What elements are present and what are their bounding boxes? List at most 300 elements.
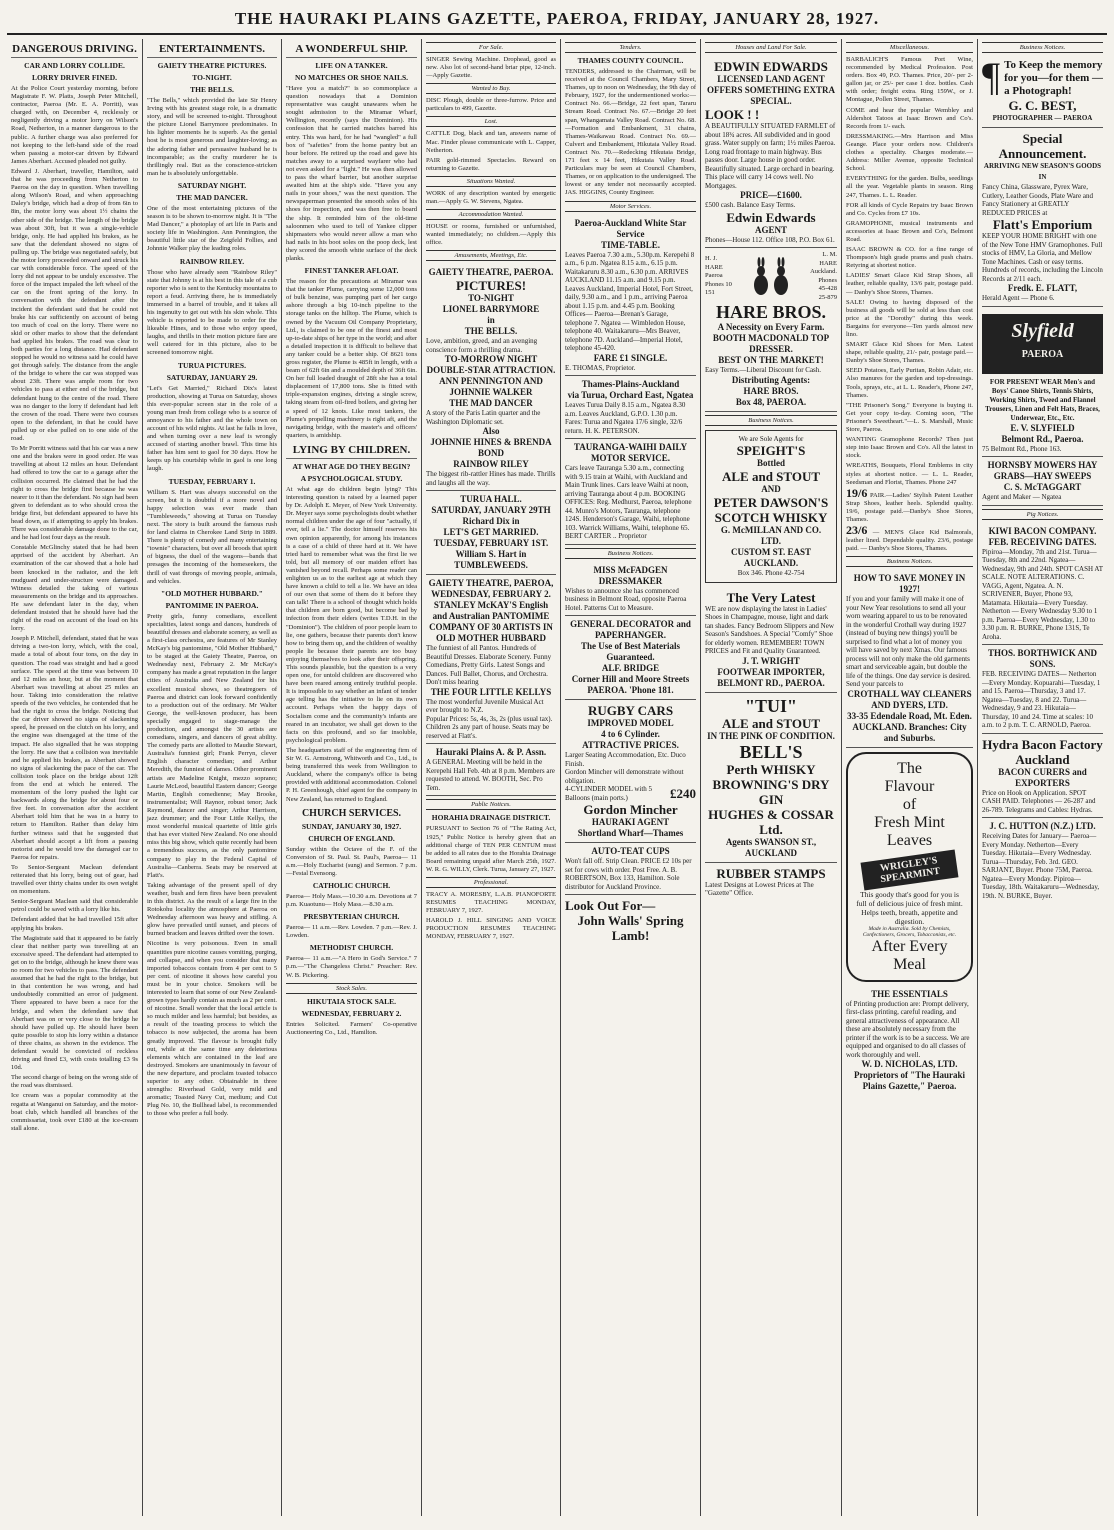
section-label: For Sale.: [426, 42, 556, 53]
ap-association-ad: [426, 744, 556, 796]
ad-text: IN THE PINK OF CONDITION.: [707, 730, 835, 741]
photographer-ad: [982, 56, 1103, 128]
pantomime-ad: [426, 575, 556, 744]
ad-text: 4 to 6 Cylinder.: [601, 729, 660, 739]
section-label: Lost.: [426, 116, 556, 127]
section-label: Miscellaneous.: [846, 42, 973, 53]
ad-headline: LOOK ! !: [705, 107, 760, 122]
section-label: Amusements, Meetings, Etc.: [426, 250, 556, 261]
section-label: Accommodation Wanted.: [426, 209, 556, 220]
ad-title: MISS McFADGEN DRESSMAKER: [593, 564, 668, 586]
ad-title: Fredk. E. FLATT,: [1007, 283, 1078, 293]
ad-headline: Flavour: [884, 777, 935, 795]
column-7: [842, 39, 978, 1516]
column-4: [422, 39, 561, 1516]
ad-text: Larger Seating Accommodation, Etc. Duco Finish.: [565, 751, 686, 768]
ad-text: 4-CYLINDER MODEL with 5 Balloons (main ports.): [565, 785, 653, 802]
ad-text: Fancy China, Glassware, Pyrex Ware, Cutlery, Leather Goods, Plate Ware and Fancy Stationery at GREATLY REDUCED PRICES at: [982, 183, 1094, 217]
section-label: Business Notices.: [846, 556, 973, 567]
hare-bros-ad: [705, 248, 837, 412]
ad-title: E. V. SLYFIELD: [1010, 422, 1075, 433]
ad-text: FOR PRESENT WEAR Men's and Boys' Canoe Shirts, Tennis Shirts, Working Shirts, Tweed and Flannel Trousers, Linen and Felt Hats, Braces, Underwear, Etc., Etc.: [985, 377, 1100, 422]
article-subhead: AT WHAT AGE DO THEY BEGIN?: [292, 461, 411, 471]
white-star-service-ad: [565, 215, 696, 377]
ad-headline: Look Out For—: [565, 898, 656, 913]
ad-text: The: [897, 759, 922, 777]
article-paragraph: The second charge of being on the wrong side of the road was dismissed.: [11, 1074, 138, 1090]
hydra-bacon-ad: [982, 734, 1103, 819]
flatts-emporium-ad: [982, 128, 1103, 307]
ad-text: STANLEY McKAY'S English and Australian PANTOMIME COMPANY OF 30 ARTISTS IN: [429, 600, 553, 633]
professional-ad: HAROLD J. HILL SINGING AND VOICE PRODUCTION RESUMES TEACHING MONDAY, FEBRUARY 7, 1927.: [426, 917, 556, 941]
presbyterian-text: Paeroa— 11 a.m.—Rev. Lowden. 7 p.m.—Rev. J. Lowden.: [286, 924, 417, 940]
tauranga-waihi-ad: [565, 439, 696, 545]
ad-title: After Every Meal: [871, 937, 948, 973]
speights-ad: [705, 430, 837, 583]
ad-text: Distributing Agents:: [731, 374, 811, 385]
column-1: [7, 39, 143, 1516]
church-heading: CHURCH SERVICES.: [301, 807, 402, 819]
price-label: 23/6: [846, 523, 868, 538]
article-paragraph: Ice cream was a popular commodity at the regatta at Wanganui on Saturday, and the motor-boat club, which handled all branches of the commissariat, took over £180 at the ice-cream stall alone.: [11, 1092, 138, 1132]
ad-title: GENERAL DECORATOR and PAPERHANGER.: [570, 619, 691, 640]
ad-text: Pipiroa—Monday, 7th and 21st. Turua—Tuesday, 8th and 22nd. Ngatea—Wednesday, 9th and 24th. SPOT CASH AT SCALE. NOTE ALTERATIONS. C. VAGG, Agent, Ngatea. A. N. SCRIVENER, Buyer, Phone 93, Matamata. Hikutaia—Every Tuesday. Netherton — Every Wednesday 9.30 to 1 p.m. Paeroa—Every Wednesday, 1.30 to 3.30 p.m. R. BURKE, Phone 131S, Te Aroha.: [982, 547, 1103, 641]
ad-text: 75 Belmont Rd., Phone 163.: [982, 444, 1062, 453]
classified-ad: COME and hear the popular Wembley and Aldershot Tatoos at Isaac Brown and Co's. Records from 1/- each.: [846, 106, 973, 130]
ad-text: This goody that's good for you is full of delicious juice of fresh mint.: [856, 889, 963, 908]
ad-title: TO-MORROW NIGHT: [444, 354, 538, 365]
ad-text: C. S. McTAGGART: [1003, 482, 1082, 492]
ad-title: JOHNNIE HINES & BRENDA BOND: [430, 437, 552, 459]
ad-text: Leaves Turua Daily 8.15 a.m., Ngatea 8.30 a.m. Leaves Auckland, G.P.O. 1.30 p.m. Fares: Turua and Ngatea 17/6 single, 32/6 return. H. K. PETERSON.: [565, 401, 686, 435]
ad-title: CROTHALL WAY CLEANERS AND DYERS, LTD.: [847, 688, 972, 710]
slyfield-ad: [982, 307, 1103, 458]
newspaper-page: [7, 6, 1107, 1516]
stock-sale-text: Entries Solicited. Farmers' Co-operative Auctioneering Co., Ltd., Hamilton.: [286, 1020, 417, 1036]
notice-text: PURSUANT to Section 76 of "The Rating Act, 1925," Public Notice is hereby given that an additional charge of TEN PER CENTUM must be added to all rates due to the Horahia Drainage Board remaining unpaid after March 25th, 1927. W. R. G. WILLY, Clerk. Turua, January 27, 1927.: [426, 825, 556, 873]
ad-text: of: [902, 795, 917, 813]
classified-ad: HOUSE or rooms, furnished or unfurnished, wanted immediately; no children.—Apply this office.: [426, 223, 556, 247]
ad-headline: BROWNING'S DRY GIN: [712, 776, 830, 807]
ad-text: Latest Designs at Lowest Prices at The "Gazette" Office.: [705, 880, 814, 897]
ad-text: To Keep the memory for you—for them —a Photograph!: [1004, 59, 1103, 97]
ad-text: Box 48, PAEROA.: [735, 396, 807, 407]
ad-headline: Special Announcement.: [998, 131, 1087, 161]
ad-text: The Use of Best Materials Guaranteed.: [581, 641, 680, 662]
ad-title: KIWI BACON COMPANY.: [988, 525, 1097, 536]
ad-text: AND: [761, 484, 781, 494]
ad-headline: Gordon Mincher: [583, 802, 678, 817]
classified-ad: DISC Plough, double or three-furrow. Price and particulars to 499, Gazette.: [426, 97, 556, 113]
ad-headline: SCOTCH WHISKY: [714, 510, 828, 525]
ad-text: Love, ambition, greed, and an avenging conscience form a thrilling drama.: [426, 337, 538, 354]
tender-text: TENDERS, addressed to the Chairman, will be received at the Council Chambers, Mary Street, Thames, up to noon on Wednesday, the 9th day of February, 1927, for the undermentioned works:— Contract No. 66.—Bridge, 22 feet span, Tararu Stream Road. Contract No. 67.—Bridge 20 feet span, Whangamata Valley Road. Contract No. 68.—Formation and Embankment, 31 chains, Thames-Waikawau Road. Contract No. 69.—Culvert and Embankment, Hikutaia Valley Road. Contract No. 70.—Redecking Hikutaia Bridge, 171 feet x 14 feet, Hikutaia Valley Road. Particulars may be seen at Council Chambers, Thames, or on application to the undersigned. The lowest or any tender not necessarily accepted. JAS. HIGGINS, County Engineer.: [565, 68, 696, 197]
ad-title: FARE £1 SINGLE.: [593, 352, 668, 363]
ad-text: Easy Terms.—Liberal Discount for Cash.: [705, 366, 822, 374]
ad-title: Bottled: [757, 458, 785, 468]
ad-text: A Necessity on Every Farm.: [717, 322, 825, 332]
ad-text: CUSTOM ST. EAST AUCKLAND.: [731, 547, 811, 568]
article-paragraph: Pretty girls, funny comedians, excellent specialities, latest songs and dances, hundreds of beautiful dresses and elaborate scenery, as well as a first-class orchestra, are features of Mr Stanley McKay's big pantomime, "Old Mother Hubbard," to be staged at the Gaiety Theatre, Paeroa, on Wednesday next, February 2. Mr McKay's company has made a great reputation in the larger cities of Australia and New Zealand for his excellent musical shows, so theatregoers of Paeroa and district can look forward confidently to a production out of the ordinary. Mr Walter George, the well-known producer, has been specially engaged to stage-manage the production, and amongst the 30 artists are comedians, singers, and dancers of great ability. The comedy parts are allotted to Maudie Stewart, Australia's funniest girl; Frank Perryn, clever English character comedian; and Arthur Meredith, the funniest of dames. Other prominent artists are Madeline Knight, mezzo soprano; Laurie McLeod, beautiful Eastern dancer; George Martin, English comedienne; May Brooke, instrumentalist; Will Raynor, robust tenor; Jack Raymond, dancer and singer; Arthur Harrison, jazz drummer; and the Four Little Kellys, the most wonderful musical quartette of little girls that has ever visited New Zealand. No one should miss this big show, which quite recently had been a tremendous success, as the only pantomime company to play in the Federal Capital of Australia—Canberra. Seats may be reserved at Flatt's.: [147, 612, 277, 879]
hutton-ad: [982, 818, 1103, 903]
catholic-text: Paeroa— Holy Mass.—10.30 a.m. Devotions at 7 p.m. Kuaotunu— Holy Mass.—8.30 a.m.: [286, 892, 417, 909]
ad-text: Receiving Dates for January— Paeroa—Every Monday. Netherton—Every Tuesday. Hikutaia—Every Wednesday. Turua—Thursday, Feb. 3rd. GEO. SARJANT, Buyer. Phone 75M, Paeroa. Ngatea—Every Monday. Pipiroa—Tuesday, 18th. Waitakaruru—Wednesday, 19th. N. BURKE, Buyer.: [982, 832, 1100, 900]
article-title: ENTERTAINMENTS.: [147, 43, 277, 58]
ad-title: AGENT: [754, 224, 787, 235]
ad-title: THE FOUR LITTLE KELLYS: [430, 686, 552, 697]
article-subhead: THE BELLS.: [190, 85, 234, 94]
ad-title: LIONEL BARRYMORE: [442, 304, 540, 315]
tui-ale-ad: [705, 693, 837, 863]
ad-text: Box 346. Phone 42-754: [737, 569, 805, 577]
article-paragraph: Nicotine is very poisonous. Even in small quantities pure nicotine causes vomiting, purging, and collapse, and when you consider that many imported tobaccos contain from 4 per cent to 5 per cent. of nicotine it shows how careful you must be in your choice. Smokers will be interested to learn that some of our New Zealand-grown types hardly contain as much as 2 per cent. of nicotine. Small wonder that the local article is so much milder and less harmful; but besides, as a result of the toasting process to which the tobacco is now subjected, the aroma has been greatly improved. The flavour is brought fully out, while at the same time any deleterious elements which are contained in the leaf are destroyed. Smokers are unanimously in favour of the new departure, and proclaim toasted tobacco superior to any other. Obtainable in three strengths: Riverhead Gold, very mild and aromatic; Toasted Navy Cut, medium; and Cut Plug No. 10, the Bullhead label, is recommended to those who prefer a full body.: [147, 940, 277, 1118]
ad-title: HORNSBY MOWERS HAY GRABS—HAY SWEEPS: [987, 460, 1098, 481]
ad-headline: John Walls' Spring Lamb!: [577, 913, 684, 943]
ad-text: A GENERAL Meeting will be held in the Kerepehi Hall Feb. 4th at 8 p.m. Members are requested to attend. W. BOOTH, Sec. Pro Tem.: [426, 758, 555, 792]
classified-ad: ISAAC BROWN & CO. for a fine range of Thompson's high grade prams and push chairs. Retyring at shortest notice.: [846, 246, 973, 270]
stock-sale-heading: HIKUTAIA STOCK SALE.: [306, 996, 397, 1006]
section-label: Motor Services.: [565, 201, 696, 212]
ad-headline: "TUI": [745, 695, 797, 716]
ad-title: Thames-Plains-Auckland: [581, 379, 680, 389]
borthwick-ad: [982, 645, 1103, 734]
wrigleys-ad: [846, 752, 973, 982]
article-paragraph: William S. Hart was always successful on the screen, but it is doubtful if a more novel and happy selection was ever made than "Tumbleweeds," showing at Turua on Tuesday next. The story is built around the famous rush for land claims in Cherokee Land Strip in 1889. There is plenty of comedy and many entertaining "townie" characters, but over all broods that spirit of bigness, the duel of the wagons—bands that presages the incoming of the homeseekers, the thrill of vast throngs of moving people, animals, and vehicles.: [147, 488, 277, 585]
article-subhead: TO-NIGHT.: [192, 73, 232, 82]
article-paragraph: Those who have already seen "Rainbow Riley" state that Johnny is at his best in this tale of a cub reporter who is sent to the Kentucky mountains to report a feud. Arriving there, he is immediately immersed in a barrel of trouble, and it takes all his ingenuity to get out with his skin whole. This vehicle is reported to be made to order for the likeable Hines, and to those who enjoy speed, laughs, and thrills in their motion picture fare are well catered for in this picture, also to be screened tomorrow night.: [147, 268, 277, 357]
ad-text: WE are now displaying the latest in Ladies' Shoes in Champagne, mouse, light and dark tan shades. Fancy Bedroom Slippers and New Season's Sandshoes. A Special "Comfy" Shoe for elderly women. REMEMBER! TOWN PRICES and Fit and Quality Guaranteed.: [705, 604, 834, 655]
ad-text: Proprietors of "The Hauraki Plains Gazette," Paeroa.: [853, 1070, 966, 1092]
ad-text: — MEN'S Glace Kid Balmorals, leather lined. Dependable quality. 23/6, postage paid. — Danby's Shoe Stores, Thames.: [846, 529, 974, 553]
dressmaker-ad: [565, 562, 696, 617]
ad-text: Popular Prices: 5s, 4s, 3s, 2s (plus usual tax). Children 2s any part of house. Seats may be reserved at Flatt's.: [426, 714, 553, 740]
turua-hall-ad: [426, 491, 556, 575]
article-paragraph: The Magistrate said that it appeared to be fairly clear that neither party was travelling at an excessive speed. The defendant had attempted to get on to the bridge, although he knew there was no room for two vehicles to pass. The defendant assumed that he had the right to the bridge, but in that contention he was wrong, and had undoubtedly committed an error of judgment. There appeared to have been a race for the bridge, and when the defendant saw that Aberhart was on or very close to the bridge he should have pulled up. He should have been quite possible to stop his lorry within a distance of three chains, as shown in the evidence. The defendant would be convicted of reckless driving and fined £3, with costs totalling £3 9s 10d.: [11, 934, 138, 1072]
ad-title: TAURANGA-WAIHI DAILY MOTOR SERVICE.: [573, 442, 688, 463]
ad-headline: The Very Latest: [726, 589, 816, 605]
classified-ad: WANTING Gramophone Records? Then just step into Isaac Brown and Co's. All the latest in stock.: [846, 436, 973, 460]
ad-title: BOOTH MACDONALD TOP DRESSER.: [712, 333, 830, 354]
ad-title: Hauraki Plains A. & P. Assn.: [435, 747, 547, 758]
article-subhead: FINEST TANKER AFLOAT.: [304, 266, 399, 276]
article-subhead: PANTOMIME IN PAEROA.: [165, 600, 259, 610]
ad-text: FEB. RECEIVING DATES— Netherton—Every Monday. Kopuarahi—Tuesday, 1 and 15. Paeroa—Thursday, 3 and 17. Ngatea—Tuesday, 8 and 22. Turua—Wednesday, 9 and 23. Hikutaia—Thursday, 10 and 24. Time at scales: 10 a.m. to 2 p.m. T. C. ARNOLD, Paeroa.: [982, 670, 1101, 729]
kiwi-bacon-ad: [982, 523, 1103, 646]
classified-ad: EVERYTHING for the garden. Bulbs, seedlings all the year. Vegetable plants in season. Ring 247, Thames. L. L. Reader.: [846, 175, 973, 199]
ad-headline: Flatt's Emporium: [992, 217, 1093, 232]
article-paragraph: To Mr Porritt witness said that his car was a new one and the brakes were in good order. He was travelling at about 12 miles an hour. Defendant had offered to tow the car to a garage after the collision occurred. He claimed that he had the right to cross the bridge first because he was nearer to it than the defendant. No sign had been given to defendant as to who should cross the bridge first, but defendant appeared to have his head down, as if attempting to apply his brakes. There was considerable damage done to the car, and he had lost four days as the result.: [11, 445, 138, 542]
ad-text: £500 cash. Balance Easy Terms.: [705, 201, 796, 209]
classified-ad: "THE Prisoner's Song." Everyone is buying it. Get your copy to-day. Coming soon, "The Prisoner's Sweetheart."—L. S. Marshall, Music Store, Paeroa.: [846, 401, 973, 434]
ad-headline: ALE and STOUT: [721, 469, 821, 484]
ad-title: THOS. BORTHWICK AND SONS.: [988, 648, 1097, 669]
very-latest-ad: [705, 587, 837, 693]
ad-title: OLD MOTHER HUBBARD: [435, 633, 546, 644]
article-subhead: GAIETY THEATRE PICTURES.: [157, 61, 267, 70]
ad-text: Gordon Mincher will demonstrate without obligation.: [565, 768, 684, 785]
classified-ad: BARBALICH'S Famous Port Wine, recommended by Medical Profession. Post orders. Box 49, P.O. Thames. Price, 20/- per 2-gallon jar, or 25/- per case 1 doz. bottles. Cash with order; freight extra. Ring 159W., or J. Montague, Pollen Street, Thames.: [846, 56, 973, 104]
ad-headline: PICTURES!: [455, 278, 527, 294]
classified-ad: SINGER Sewing Machine. Drophead, good as new. Also lot of second-hand briar pipe, 12-inch.—Apply Gazette.: [426, 56, 556, 80]
ad-text: Herald Agent — Phone 6.: [982, 294, 1055, 302]
gum-pack-icon: WRIGLEY'S SPEARMINT: [861, 849, 959, 890]
ad-subtitle: FEB. RECEIVING DATES.: [988, 536, 1097, 547]
ad-text: PHOTOGRAPHER — PAEROA: [992, 114, 1093, 122]
article-paragraph: Joseph P. Mitchell, defendant, stated that he was driving a two-ton lorry, which, with the coal, made a total of about four tons, on the day in question. The road was straight and had a good surface. The speed at the time was between 10 and 12 miles an hour, but at the moment that Aberhart was travelling at about 25 miles an hour. Taking into consideration the relative speeds of the two vehicles, he contended that he had the right to cross the bridge. Noticing that the car driver showed no signs of slackening speed, he pressed on the clutch on his lorry, and the engine was disengaged at the time of the impact. He also signalled that he was stopping the lorry. He saw that a collision was inevitable and he applied his brakes, as Aberhart showed no signs of slackening the pace of the car. The collision took place on the bridge about 12ft from the end at which he entered. The momentum of the lorry pushed the light car backwards along the bridge for about four or five feet. In conversation after the accident Aberhart told him that he was in a hurry to return to Hamilton. Rather than delay him further witness said that he suggested that Aberhart should accept a lift from a passing motorist and he would tow the damaged car to Paeroa for repairs.: [11, 635, 138, 861]
section-label: Business Notices.: [982, 42, 1103, 53]
gaiety-theatre-ad: [426, 264, 556, 491]
ad-subtitle: BACON CURERS and EXPORTERS: [998, 766, 1087, 788]
article-paragraph: Edward J. Aberhart, traveller, Hamilton, said that he was proceeding from Netherton to Paeroa on the day in question. When travelling along Wilson's Road, and when approaching Daley's bridge, which had a drop of from 6in to 8in, the motor lorry was about 1½ chains the other side of the bridge. The length of the bridge was about 30ft, but it was a single-vehicle bridge, only. He had applied his brakes, as he saw that the defendant showed no signs of pulling up. The bridge was negotiated safely, but the motor lorry proceeded onward and struck his car with considerable force. The speed of the lorry did not appear to be unduly excessive. The force of the impact impaled the left wheel of the car on the front spring of the lorry. In conversation with the defendant after the incident the defendant said that he could not brake his car sufficiently on account of being too much of coal on the lorry. There were no skid or other marks to show that the defendant had applied his brakes. The road was clear to both parties for a long distance. Had defendant stopped he would no witness said he could have got through safely. The distance from the angle of the bridge to where the car was stopped was about 23ft. There was ample room for two vehicles to pass at either end of the bridge, but defendant hung to the centre of the road. There was no danger to the lorry if defendant had left the crown of the road. There were two courses open to the defendant, in that he could have pulled up or else pulled on to one side of the road.: [11, 167, 138, 443]
article-paragraph: "Let's Get Married," Richard Dix's latest production, showing at Turua on Saturday, shows this ever-popular screen star in the role of a young man fresh from college who is a source of annoyance to his father and the whole town on account of his wild nights. At last he falls in love, and when turning over a new leaf is wrongly accused of starting another brawl. This time his father has him sent to gaol for 30 days. How he keeps up his courtship while in gaol is one long laugh.: [147, 384, 277, 473]
ad-text: The biggest rib-rattler Hines has made. Thrills and laughs all the way.: [426, 470, 556, 487]
ad-title: TUMBLEWEEDS.: [454, 560, 528, 571]
classified-ad: [846, 485, 973, 524]
article-paragraph: Senior-Sergeant Maclean said that considerable petrol could be saved with a lorry like his.: [11, 898, 138, 914]
section-label: Wanted to Buy.: [426, 83, 556, 94]
section-label: Business Notices.: [705, 415, 837, 426]
ad-text: A story of the Paris Latin quarter and the Washington Diplomatic set.: [426, 409, 541, 426]
auto-teat-ad: [565, 843, 696, 895]
column-6: [701, 39, 842, 1516]
classified-ad: SEED Potatoes, Early Puritan, Robin Adair, etc. Also manures for the garden and top-dressings. Tools, sprays, etc., at L. L. Reader's, Phone 247, Thames.: [846, 367, 973, 399]
classified-ad: PAIR gold-rimmed Spectacles. Reward on returning to Gazette.: [426, 156, 556, 172]
article-subhead: SATURDAY NIGHT.: [177, 180, 247, 190]
church-england-heading: CHURCH OF ENGLAND.: [308, 833, 395, 843]
ad-title: BEST ON THE MARKET!: [718, 355, 824, 365]
classified-ad: [846, 523, 974, 553]
ad-title: Paeroa-Auckland White Star Service: [574, 217, 687, 239]
ad-text: If you and your family will make it one of your New Year resolutions to send all your worn wearing apparel to us to be renovated in the wonderful Crothall way during 1927 (instead of buying new things) you'll be surprised to find what a lot of money you will have saved by next Xmas. Our famous process will not only make the old garments smart and serviceable again, but double the life of the things. One day service is desired. Send your parcels to: [846, 595, 971, 689]
ad-text: Agents SWANSON ST., AUCKLAND: [725, 836, 817, 858]
article-subhead: CAR AND LORRY COLLIDE.: [24, 61, 125, 70]
ad-title: IMPROVED MODEL: [587, 718, 674, 728]
ad-text: in: [487, 315, 495, 326]
ad-text: A BEAUTIFULLY SITUATED FARMLET of about 18¾ acres. All subdivided and in good grass. Water supply on farm; 1½ miles Paeroa. Long road frontage to main highway. Bus passes door. Large house in good order. Beautifully situated. Large orchard in bearing. This place will carry 14 cows well. No Mortgages.: [705, 122, 836, 190]
ad-text: Agent and Maker — Ngatea: [982, 493, 1062, 501]
section-label: Tenders.: [565, 42, 696, 53]
rabbit-icon: [749, 257, 793, 297]
section-label: Situations Wanted.: [426, 176, 556, 187]
section-label: Pig Notices.: [982, 509, 1103, 520]
ad-text: PAIR.—Ladies' Stylish Patent Leather Strap Shoes, leather heels. Splendid quality. 19/6, postage paid.—Danby's Shoe Stores, Thames.: [846, 491, 973, 523]
article-paragraph: Constable McGlinchy stated that he had been apprised of the accident by Aberhart. An examination of the car showed that a hole had been knocked in the radiator, and the left mudguard and under-structure were damaged. Witness detailed the taking of various measurements on the bridge and its approaches. He saw defendant later in the day, when defendant insisted that he should have had the right of the road on account of the load on his lorry.: [11, 544, 138, 633]
ad-text: Richard Dix in: [462, 516, 520, 527]
article-paragraph: Taking advantage of the present spell of dry weather, bush and fern fires have been prevalent in this district. As the result of a large fire in the Rotokohu locality the atmosphere at Paeroa on Wednesday afternoon was heavy and stifling. A glow have prevailed until sunset, and pieces of burned bracken and leaves drifted over the town.: [147, 881, 277, 938]
article-subhead: A PSYCHOLOGICAL STUDY.: [300, 473, 403, 483]
ad-text: E. THOMAS, Proprietor.: [565, 363, 636, 372]
ad-title: DOUBLE-STAR ATTRACTION.: [426, 365, 556, 376]
presbyterian-heading: PRESBYTERIAN CHURCH.: [303, 912, 400, 922]
church-date: SUNDAY, JANUARY 30, 1927.: [301, 821, 402, 831]
ad-text: L. M. HARE Auckland. Phones 45-428 25-879: [810, 251, 837, 301]
ad-title: HOW TO SAVE MONEY IN 1927!: [853, 573, 966, 595]
price-label: £240: [670, 786, 696, 801]
pilcrow-icon: ¶: [982, 59, 1001, 98]
article-subhead: THE MAD DANCER.: [176, 192, 248, 202]
ad-title: J. C. HUTTON (N.Z.) LTD.: [989, 821, 1096, 831]
article-subhead: "OLD MOTHER HUBBARD.": [161, 588, 263, 598]
ad-text: Wishes to announce she has commenced business in Belmont Road, opposite Paeroa Hotel. Patterns Cut to Measure.: [565, 586, 687, 612]
ad-date: TUESDAY, FEBRUARY 1ST.: [433, 538, 549, 549]
logo-subtext: PAEROA: [1021, 348, 1064, 360]
article-subhead: RAINBOW RILEY.: [179, 256, 245, 266]
classified-ad: WORK of any description wanted by energetic man.—Apply G. W. Stevens, Ngatea.: [426, 189, 556, 206]
section-label: Stock Sales.: [286, 983, 417, 994]
article-paragraph: The reason for the precautions at Miramar was that the tanker Plume, carrying some 12,000 tons of bulk benzine, was pumping part of her cargo ashore through a big 10-inch pipeline to the storage tanks on the hilltop. The Plume, which is owned by the Vacuum Oil Company Proprietary, Ltd., is claimed to be one of the finest and most up-to-date ships of her type in the world; and after a detailed inspection it is difficult to believe that any tanker could be a better ship. Of 8621 tons gross register, the Plume is 485ft in length, with a beam of 62ft 6in and a moulded depth of 36ft 6in. On her full loaded draught of 28ft she has a total displacement of 17,800 tons. She is fitted with triple-expansion engines, driving a single screw, taking steam from oil-fired boilers, and giving her a speed of 12 knots. Like most tankers, the Plume's propelling machinery is right aft, and the navigating bridge, with the master's and officers' quarters, is amidship.: [286, 278, 417, 439]
ad-title: GAIETY THEATRE, PAEROA.: [428, 267, 554, 278]
column-5: [561, 39, 701, 1516]
notice-heading: HORAHIA DRAINAGE DISTRICT.: [431, 813, 551, 823]
methodist-text: Paeroa— 11 a.m.—"A Hero in God's Service." 7 p.m.—"The Changeless Christ." Preacher: Rev. W. B. Pickering.: [286, 955, 417, 979]
ad-title: TIME-TABLE.: [600, 239, 661, 250]
logo-text: Slyfield: [1011, 319, 1074, 342]
ad-headline: Fresh Mint Leaves: [874, 813, 945, 849]
ad-headline: Edwin Edwards: [726, 209, 816, 225]
ad-text: William S. Hart in: [455, 549, 527, 560]
article-paragraph: "The Bells," which provided the late Sir Henry Irving with his greatest stage role, is a dramatic story, and will be screened to-night. Throughout the picture Lionel Barrymore predominates. In his lighter moments he is superb. As the genial host he is most generous and laughter-loving; as the adoring father and persuasive husband he is incomparable; as the crafty murderer he is thrillingly real. But as the conscience-stricken man he is absolutely unforgettable.: [147, 97, 277, 177]
ad-title: THE ESSENTIALS: [871, 988, 948, 999]
ad-date: SATURDAY, JANUARY 29TH: [431, 505, 551, 516]
spring-lamb-ad: [565, 895, 696, 946]
ad-title: ATTRACTIVE PRICES.: [582, 740, 679, 750]
ad-date: WEDNESDAY, FEBRUARY 2.: [431, 589, 551, 600]
ad-title: AUTO-TEAT CUPS: [591, 846, 670, 856]
ad-text: 33-35 Edendale Road, Mt. Eden. AUCKLAND. Branches: City and Suburbs.: [847, 710, 972, 743]
ad-headline: Perth WHISKY: [726, 761, 816, 777]
section-label: Public Notices.: [426, 799, 556, 810]
ad-headline: HUGHES & COSSAR Ltd.: [708, 806, 834, 837]
article-paragraph: One of the most entertaining pictures of the season is to be shown to-morrow night. It is "The Mad Dancer," a photoplay of art life in Paris and society life in Washington. Ann Pennington, the beautiful little star of the Zeigfeld Follies, and Johnnie Walker play the leading roles.: [147, 204, 277, 253]
article-title: DANGEROUS DRIVING.: [11, 43, 138, 58]
columns: [7, 39, 1107, 1516]
classified-ad: GRAMOPHONE, musical instruments and accessories at Isaac Brown and Co's, Belmont Road.: [846, 219, 973, 243]
classified-ad: WREATHS, Bouquets, Floral Emblems in city styles at shortest notice. — L. L. Reader, Seedsman and Florist, Thames. Phone 247: [846, 462, 973, 486]
rubber-stamps-ad: [705, 863, 837, 901]
ad-text: Belmont Rd., Paeroa.: [1001, 433, 1084, 444]
article-paragraph: At what age do children begin lying? This interesting question is raised by a learned paper by Dr. Adolph E. Meyer, of New York University. Dr. Meyer says some psychologists doubt whether normal children under the age of four "actually, if ever, tell a lie." The doctor himself reserves his own opinion apparently, for among his instances is a case of a child of three hard at it. We have tried hard to remember what was the first lie we told, but all memory of our maiden effort has vanished beyond recall. Perhaps some reader can enlighten us as to the earliest age at which they have known a child to tell a lie. We have an idea of our own that some of them do it before they can talk! There is a school of thought which holds that children are born good, but become bad by infection from their elders (writes T.D.H. in the "Dominion"). The children of poor people learn to lie, one gathers, because their parents don't know how to bring them up, and the children of wealthy people lie because their parents are too busy enjoying themselves to look after their offspring. This sounds plausible, but the question is a very open one, for untold children are discovered who have been reared among entirely truthful people. It is impossible to say whether an infant of tender age telling has the initiative to lie on its own account. Perhaps when the happy days of Socialism come and the community's infants are reared in an incubator, we shall get down to the facts on this profound, and so far insoluble, psychological problem.: [286, 485, 417, 744]
ad-text: We are Sole Agents for: [738, 434, 804, 443]
article-subhead: LORRY DRIVER FINED.: [31, 73, 118, 82]
ad-title: LET'S GET MARRIED.: [443, 527, 539, 538]
ad-text: Also: [482, 426, 500, 437]
article-title: LYING BY CHILDREN.: [286, 444, 417, 459]
price-label: 19/6: [846, 485, 868, 500]
ad-text: H. J. HARE Paeroa Phones 10 151: [705, 255, 732, 297]
ad-headline: PETER DAWSON'S: [713, 495, 829, 510]
church-england-text: Sunday within the Octave of the F. of the Conversion of St. Paul. St. Paul's, Paeroa— 11 a.m.—Holy Eucharist (sung) and Sermon. 7 p.m.—Festal Evensong.: [286, 845, 417, 877]
article-paragraph: The headquarters staff of the engineering firm of Sir W. G. Armstrong, Whitworth and Co., Ltd., is being transferred this week from Wellington to Auckland, where the company's office is being provided with additional accommodation. Colonel P. H. Greenhough, chief agent for the company in New Zealand, has returned to England.: [286, 746, 417, 803]
ad-title: W. D. NICHOLAS, LTD.: [861, 1059, 958, 1070]
ad-title: RAINBOW RILEY: [453, 459, 529, 470]
article-subhead: LIFE ON A TANKER.: [315, 61, 388, 70]
ad-text: ARRIVING NEW SEASON'S GOODS IN: [983, 162, 1102, 181]
hornsby-ad: [982, 457, 1103, 506]
ad-text: Leaves Paeroa 7.30 a.m., 5.30p.m. Kerepehi 8 a.m., 6 p.m. Ngatea 8.15 a.m., 6.15 p.m. Waitakaruru 8.30 a.m., 6.30 p.m. ARRIVES AUCKLAND 11.15 a.m. and 9.15 p.m. Leaves Auckland, Imperial Hotel, Fort Street, daily, 9.30 a.m., and 1 p.m., arriving Paeroa about 1.15 p.m. and 4.45 p.m. Booking Offices— Paeroa—Brenan's Garage, telephone 7. Ngatea — Wimbledon House, telephone 40. Waitakaruru—Mrs Beaver, telephone 7D. Auckland—Imperial Hotel, telephone 45-420.: [565, 250, 695, 352]
ad-text: of Printing production are: Prompt delivery, first-class printing, careful reading, and general attractiveness of appearance. All these are absolutely necessary from the printer if the work is to be a success. We are equipped and organised to do all classes of work thoroughly and well.: [846, 999, 970, 1059]
ad-title: THE BELLS.: [464, 326, 518, 337]
ad-title: ALF. BRIDGE: [601, 663, 660, 673]
ad-title: J. T. WRIGHT: [742, 655, 800, 666]
ad-title: G. McMILLAN AND CO. LTD.: [720, 525, 822, 546]
classified-ad: SALE! Owing to having disposed of the business all goods will be sold at less than cost price at the "Dorothy" during this week. Bargains for everyone—Ten yards almost new lino.: [846, 298, 973, 338]
ad-subtitle: via Turua, Orchard East, Ngatea: [567, 390, 694, 400]
tender-heading: THAMES COUNTY COUNCIL.: [577, 56, 684, 65]
ad-title: Shortland Wharf—Thames: [577, 828, 684, 838]
column-8: [978, 39, 1107, 1516]
ad-headline: RUBBER STAMPS: [716, 865, 826, 881]
column-3: [282, 39, 422, 1516]
classified-ad: LADIES' Smart Glace Kid Strap Shoes, all leather, reliable quality, 13/6 pair, postage paid. — Danby's Shoe Stores, Thames.: [846, 272, 973, 296]
ad-headline: G. C. BEST,: [1008, 98, 1077, 113]
ad-text: Helps teeth, breath, appetite and digestion.: [861, 907, 958, 926]
decorator-ad: [565, 616, 696, 700]
ad-title: GAIETY THEATRE, PAEROA,: [428, 578, 554, 589]
ad-text: Won't fall off. Strip Clean. PRICE £2 10s per set for cows with order. Post Free. A. B. ROBERTSON, Box 133, Hamilton. Sole distributor for Auckland Province.: [565, 857, 692, 891]
ad-text: FOOTWEAR IMPORTER, BELMONT RD., PAEROA.: [717, 666, 825, 688]
article-subhead: SATURDAY, JANUARY 29.: [166, 372, 258, 382]
article-paragraph: "Have you a match?" is so commonplace a question nowadays that a Dominion representative was caught unawares when he sought admission to the Miramar Wharf, Wellington, recently (says the Dominion). His confession that he carried matches barred his entry. This was hard, for he had "wangled" a full box of "safeties" from the home pantry but an hour before. He retired up the road and gave his matches away to a surprised wayfarer who had not even asked for a "light." He was then allowed to pass the wharf barrier, but another surprise awaited him at the ship's side. "Have you any nails in your shoes," was the next question. The newspaperman presented the smooth soles of his shoes for inspection, and was then free to board the ship. It reminded him of the old-time saloonmen who used to tell of Yankee clipper shipmasters who would never allow a man who had nails in his boot soles on the poop deck, lest they scored the smooth white surface of the deck planks.: [286, 85, 417, 262]
ad-headline: BELL'S: [739, 741, 803, 762]
ad-text: Made in Australia. Sold by Chemists, Confectioners, Grocers, Tobacconists, etc.: [862, 925, 957, 938]
ad-title: PRICE—£1600.: [740, 190, 802, 200]
ad-text: The most wonderful Juvenile Musical Act ever brought to N.Z.: [426, 697, 544, 715]
ad-title: HARE BROS.: [743, 385, 799, 396]
ad-text: The funniest of all Pantos. Hundreds of Beautiful Dresses. Elaborate Scenery. Funny Comedians, Pretty Girls. Latest Songs and Dances. Full Ballet, Chorus, and Orchestra. Don't miss hearing: [426, 644, 552, 687]
ad-headline: EDWIN EDWARDS: [714, 59, 828, 74]
ad-text: Phones—House 112. Office 108, P.O. Box 61.: [705, 235, 835, 244]
column-2: [143, 39, 282, 1516]
article-title: A WONDERFUL SHIP.: [286, 43, 417, 58]
land-agent-ad: [705, 56, 837, 248]
classified-ad: CATTLE Dog, black and tan, answers name of Mac. Finder please communicate with L. Capper, Netherton.: [426, 130, 556, 154]
article-paragraph: At the Police Court yesterday morning, before Magistrate F. W. Platts, Joseph Peter Mitchell, contractor, Paeroa (Mr. E. A. Porritt), was charged with, on December 4, recklessly or negligently driving a motor lorry on Wilson's Road, Netherton, in a manner dangerous to the public. A further charge was also preferred for not keeping to the left-hand side of the road when passing a motor-car driven by Edward James Aberhart. Accused pleaded not guilty.: [11, 85, 138, 165]
classified-ad: FOR all kinds of Cycle Repairs try Isaac Brown and Co. Cycles from £7 10s.: [846, 201, 973, 217]
ad-text: Cars leave Tauranga 5.30 a.m., connecting with 9.15 train at Waihi, with Auckland and Main Trunk lines. Cars leave Waihi at noon, arriving Tauranga about 4 p.m. BOOKING OFFICES: Reg. Medhurst, Paeroa, telephone 44. Munro's Motors, Tauranga, telephone 124S. Henderson's Garage, Waihi, telephone 103. Warrick Williams, Waihi, telephone 65. BERT CARTER .. Proprietor: [565, 464, 692, 540]
ad-text: Price on Hook on Application. SPOT CASH PAID. Telephones — 26-287 and 26-789. Telegrams and Cables: Hydras.: [982, 788, 1096, 814]
section-label: Houses and Land For Sale.: [705, 42, 837, 53]
article-subhead: TUESDAY, FEBRUARY 1.: [168, 476, 256, 486]
ad-headline: SPEIGHT'S: [736, 443, 806, 458]
article-paragraph: Defendant added that he had travelled 15ft after applying his brakes.: [11, 916, 138, 932]
article-paragraph: To Senior-Sergeant Maclean defendant reiterated that his lorry, being out of gear, had travelled over thirty chains under its own weight on momentum.: [11, 863, 138, 896]
ad-title: HAURAKI AGENT: [591, 817, 670, 827]
article-subhead: NO MATCHES OR SHOE NAILS.: [294, 73, 408, 82]
section-label: Business Notices.: [565, 548, 696, 559]
crothall-ad: [846, 570, 973, 748]
ad-text: KEEP YOUR HOME BRIGHT with one of the New Tone HMV Gramophones. Full stocks of HMV, La Gloria, and Mellow Tone Machines. Cash or easy terms. Hundreds of records, including the Lincoln Records at 2/11 each.: [982, 232, 1103, 283]
stock-sale-date: WEDNESDAY, FEBRUARY 2.: [301, 1008, 402, 1018]
rugby-cars-ad: [565, 700, 696, 843]
ad-headline: RUGBY CARS: [587, 703, 674, 718]
ad-title: TO-NIGHT: [468, 293, 514, 304]
ad-title: THE MAD DANCER: [449, 398, 533, 409]
masthead: THE HAURAKI PLAINS GAZETTE, PAEROA, FRIDAY, JANUARY 28, 1927.: [7, 6, 1107, 35]
ad-title: TURUA HALL.: [460, 494, 522, 505]
ad-title: ANN PENNINGTON AND JOHNNIE WALKER: [439, 376, 543, 398]
catholic-heading: CATHOLIC CHURCH.: [312, 880, 391, 890]
section-label: Professional.: [426, 877, 556, 888]
methodist-heading: METHODIST CHURCH.: [309, 943, 394, 953]
ad-headline: HARE BROS.: [715, 302, 827, 322]
thames-plains-auckland-ad: [565, 376, 696, 439]
article-subhead: TURUA PICTURES.: [178, 360, 246, 370]
ad-subtitle: LICENSED LAND AGENT OFFERS SOMETHING EXTRA SPECIAL.: [706, 74, 836, 106]
professional-ad: TRACY A. MORESBY, L.A.B. PIANOFORTE RESUMES TEACHING MONDAY, FEBRUARY 7, 1927.: [426, 890, 556, 915]
ad-headline: Hydra Bacon Factory Auckland: [982, 736, 1103, 767]
classified-ad: DRESSMAKING.—Mrs Harrison and Miss Geange. Place your orders now. Children's clothes a speciality. Charges moderate.—Address: Miller Avenue, opposite Technical School.: [846, 132, 973, 173]
printing-ad: [846, 986, 973, 1096]
